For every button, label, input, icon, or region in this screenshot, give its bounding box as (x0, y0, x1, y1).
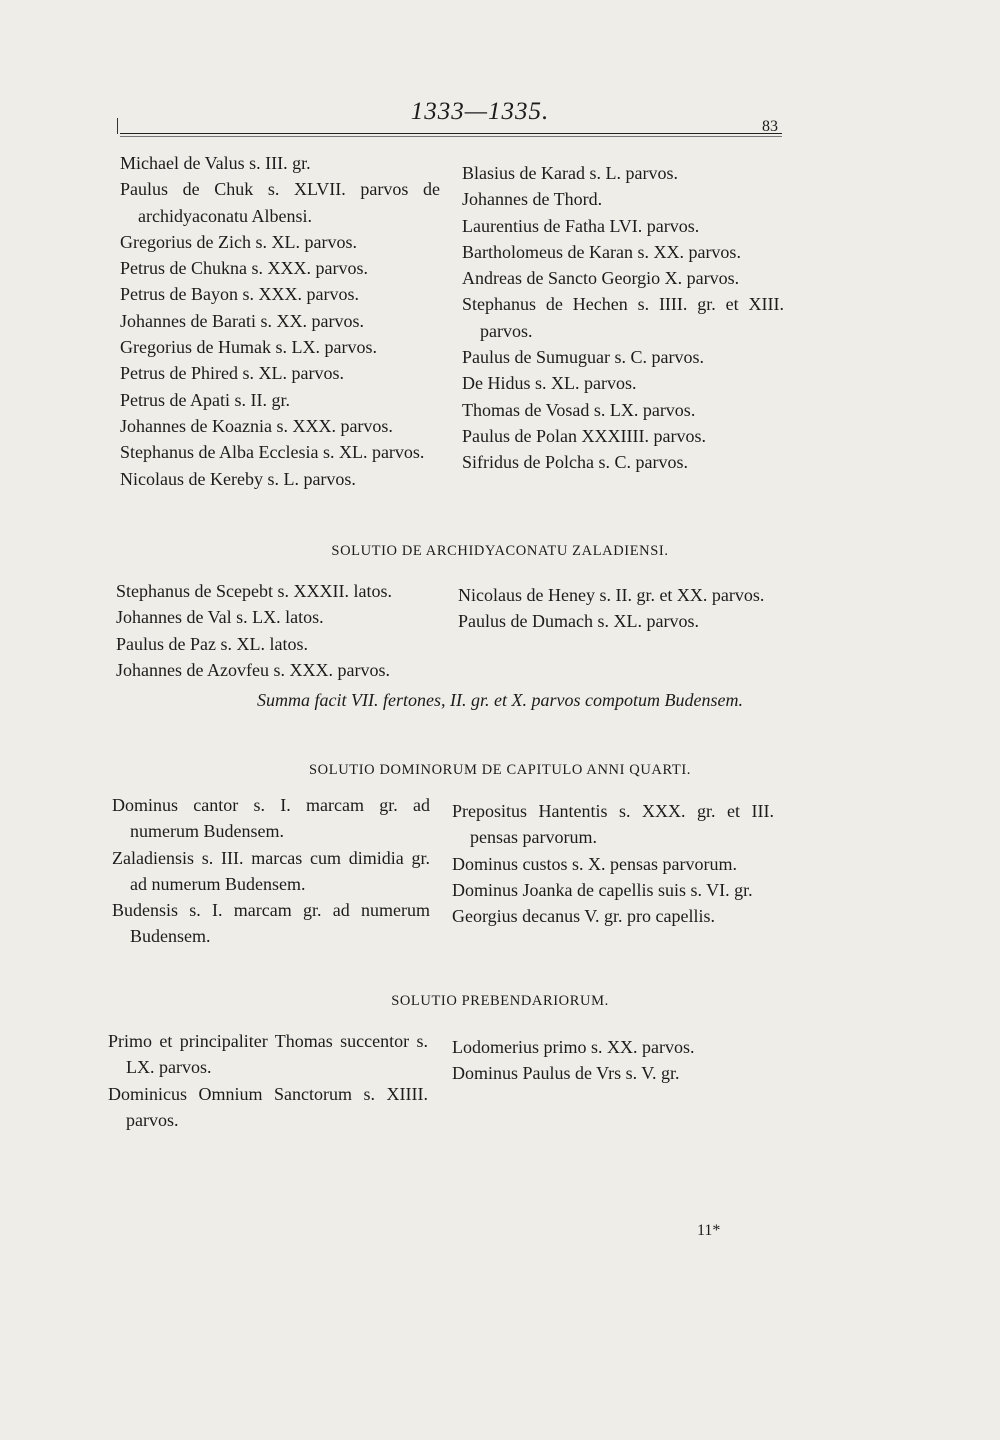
block1-left-column (120, 150, 440, 492)
section4-right-column (452, 1034, 774, 1087)
list-item: Bartholomeus de Karan s. XX. parvos. (462, 241, 741, 262)
header-rule (120, 133, 782, 134)
list-item: Budensis s. I. marcam gr. ad numerum Budensem. (112, 900, 430, 947)
list-item: Stephanus de Alba Ecclesia s. XL. parvos. (120, 442, 425, 463)
list-item: De Hidus s. XL. parvos. (462, 373, 637, 394)
summa-line: Summa facit VII. fertones, II. gr. et X. parvos compotum Budensem. (257, 690, 743, 710)
section-heading-zaladiensi: SOLUTIO DE ARCHIDYACONATU ZALADIENSI. (331, 543, 669, 559)
list-item: Johannes de Thord. (462, 189, 603, 210)
list-item: Dominicus Omnium Sanctorum s. XIIII. parvos. (108, 1083, 428, 1130)
header-tick (117, 118, 118, 134)
section2-right-column (458, 582, 776, 635)
list-item: Lodomerius primo s. XX. parvos. (452, 1037, 695, 1057)
list-item: Nicolaus de Kereby s. L. parvos. (120, 468, 356, 489)
list-item: Laurentius de Fatha LVI. parvos. (462, 215, 700, 236)
list-item: Petrus de Apati s. II. gr. (120, 389, 290, 410)
list-item: Paulus de Paz s. XL. latos. (116, 633, 308, 654)
list-item: Paulus de Chuk s. XLVII. parvos de archidyaconatu Albensi. (120, 179, 440, 226)
list-item: Primo et principaliter Thomas succentor s. LX. parvos. (108, 1031, 428, 1078)
list-item: Paulus de Dumach s. XL. parvos. (458, 611, 699, 632)
list-item: Petrus de Bayon s. XXX. parvos. (120, 284, 359, 305)
list-item: Petrus de Chukna s. XXX. parvos. (120, 258, 368, 279)
list-item: Johannes de Azovfeu s. XXX. parvos. (116, 659, 390, 680)
section2-left-column (116, 578, 434, 683)
list-item: Dominus custos s. X. pensas parvorum. (452, 853, 737, 874)
list-item: Prepositus Hantentis s. XXX. gr. et III. pensas parvorum. (452, 801, 774, 848)
list-item: Gregorius de Zich s. XL. parvos. (120, 231, 357, 252)
list-item: Paulus de Polan XXXIIII. parvos. (462, 425, 706, 446)
list-item: Zaladiensis s. III. marcas cum dimidia gr. ad numerum Budensem. (112, 847, 430, 894)
list-item: Nicolaus de Heney s. II. gr. et XX. parvos. (458, 585, 765, 605)
list-item: Stephanus de Hechen s. IIII. gr. et XIII. parvos. (462, 294, 784, 341)
page-number: 83 (762, 118, 778, 135)
section4-left-column (108, 1028, 428, 1133)
list-item: Dominus Paulus de Vrs s. V. gr. (452, 1063, 680, 1084)
list-item: Johannes de Val s. LX. latos. (116, 607, 324, 628)
list-item: Michael de Valus s. III. gr. (120, 153, 311, 173)
list-item: Sifridus de Polcha s. C. parvos. (462, 452, 688, 473)
list-item: Georgius decanus V. gr. pro capellis. (452, 906, 715, 927)
signature-mark: 11* (697, 1222, 721, 1239)
list-item: Paulus de Sumuguar s. C. parvos. (462, 347, 704, 368)
list-item: Dominus Joanka de capellis suis s. VI. gr. (452, 879, 753, 900)
section-heading-prebendariorum: SOLUTIO PREBENDARIORUM. (391, 993, 609, 1009)
section-heading-capitulo: SOLUTIO DOMINORUM DE CAPITULO ANNI QUARTI. (309, 762, 691, 778)
list-item: Stephanus de Scepebt s. XXXII. latos. (116, 581, 392, 601)
section3-right-column (452, 798, 774, 929)
list-item: Dominus cantor s. I. marcam gr. ad numerum Budensem. (112, 795, 430, 842)
list-item: Andreas de Sancto Georgio X. parvos. (462, 268, 740, 289)
list-item: Johannes de Koaznia s. XXX. parvos. (120, 415, 393, 436)
list-item: Thomas de Vosad s. LX. parvos. (462, 399, 696, 420)
list-item: Petrus de Phired s. XL. parvos. (120, 363, 344, 384)
list-item: Gregorius de Humak s. LX. parvos. (120, 337, 377, 358)
list-item: Johannes de Barati s. XX. parvos. (120, 310, 364, 331)
header-rule-thin (120, 136, 782, 137)
list-item: Blasius de Karad s. L. parvos. (462, 163, 678, 183)
block1-right-column (462, 160, 784, 476)
running-head-years: 1333—1335. (410, 98, 550, 125)
section3-left-column (112, 792, 430, 950)
